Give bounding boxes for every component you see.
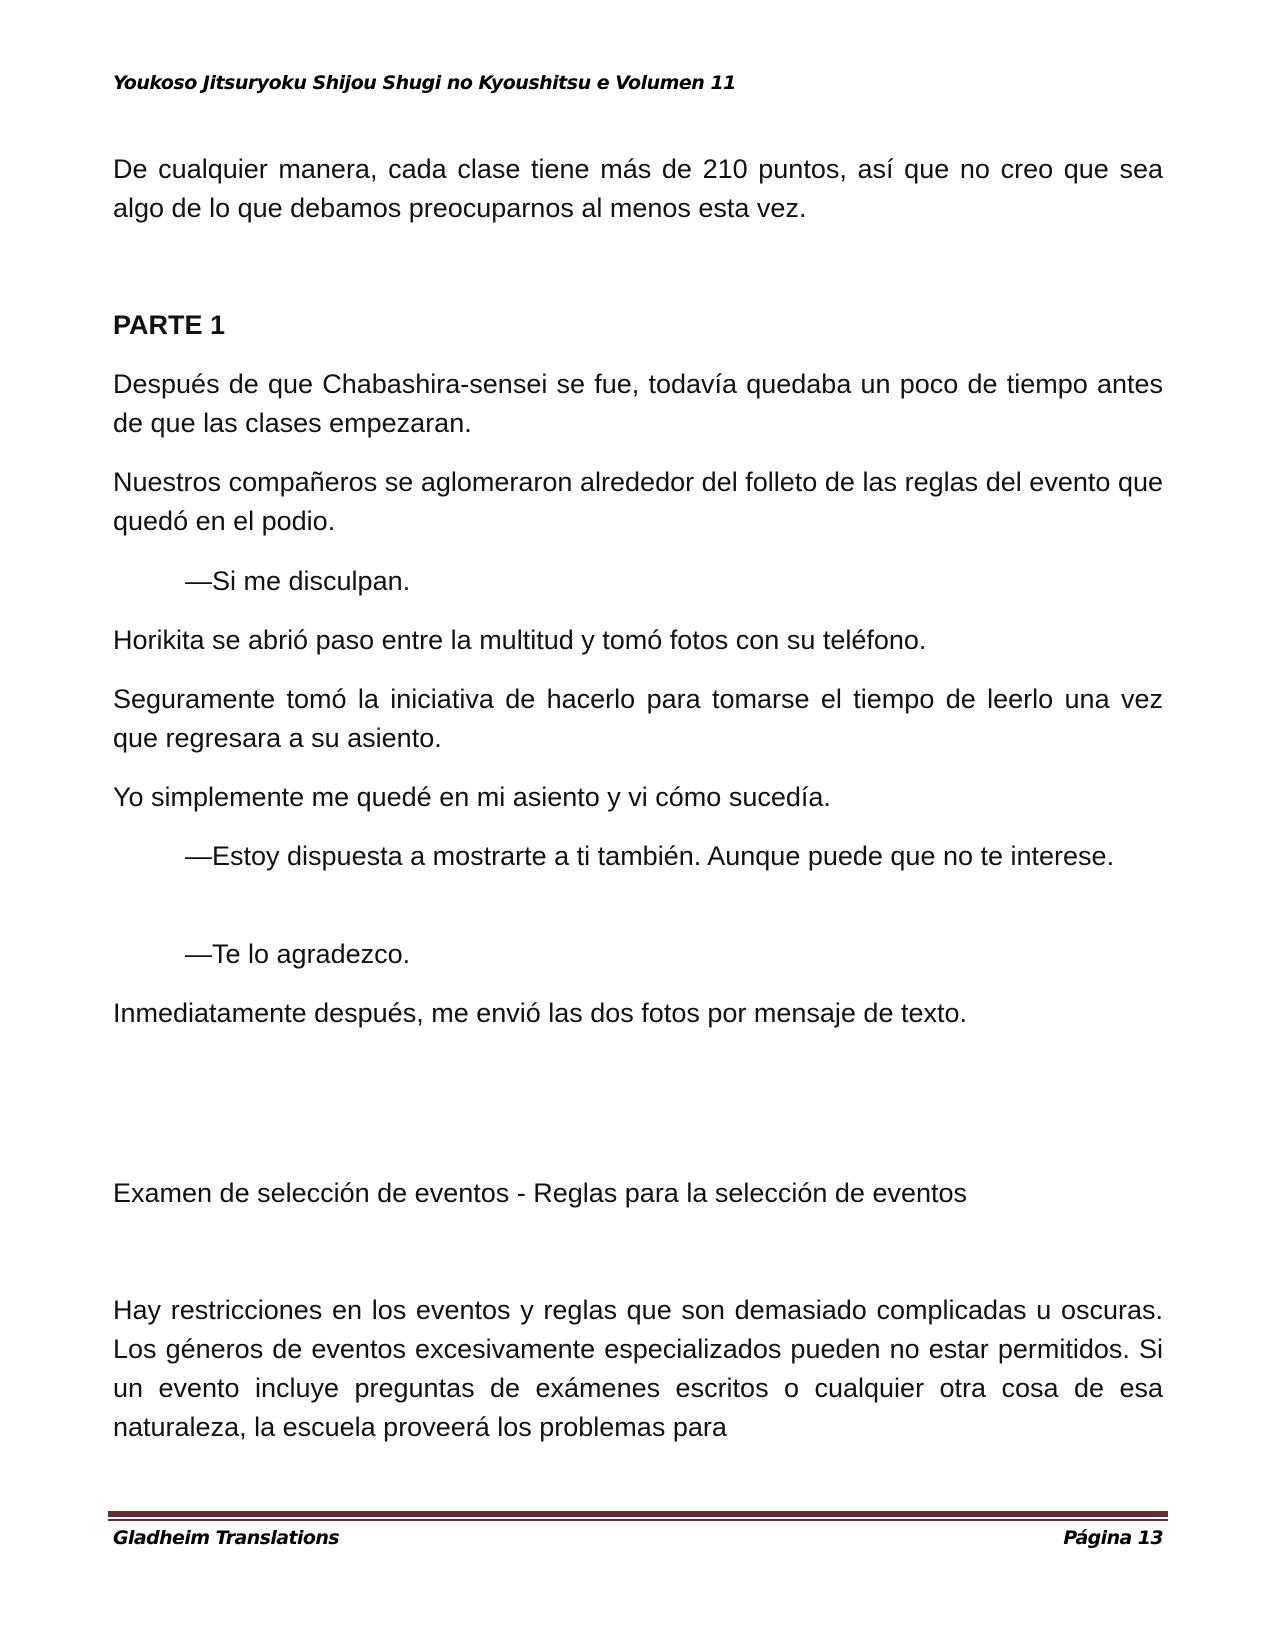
footer-rule <box>108 1511 1168 1517</box>
page-number: Página 13 <box>1063 1527 1163 1549</box>
dialogue-line: —Te lo agradezco. <box>185 939 411 969</box>
rules-title: Examen de selección de eventos - Reglas para la selección de eventos <box>113 1178 968 1208</box>
section-heading: PARTE 1 <box>113 310 226 340</box>
footer-credit: Gladheim Translations <box>113 1527 339 1549</box>
running-header: Youkoso Jitsuryoku Shijou Shugi no Kyoushitsu e Volumen 11 <box>113 72 736 94</box>
paragraph: Nuestros compañeros se aglomeraron alrededor del folleto de las reglas del evento que quedó en el podio. <box>113 467 1163 536</box>
dialogue-line: —Si me disculpan. <box>185 566 411 596</box>
paragraph: Inmediatamente después, me envió las dos fotos por mensaje de texto. <box>113 998 967 1028</box>
dialogue-line: —Estoy dispuesta a mostrarte a ti también. Aunque puede que no te interese. <box>185 841 1115 871</box>
paragraph: Hay restricciones en los eventos y reglas que son demasiado complicadas u oscuras. Los géneros de eventos excesivamente especializados pueden no estar permitidos. Si un evento incluye preguntas de exámenes escritos o cualquier otra cosa de esa naturaleza, la escuela proveerá los problemas para <box>113 1295 1163 1442</box>
footer-rule-thin <box>108 1519 1168 1521</box>
paragraph: Yo simplemente me quedé en mi asiento y vi cómo sucedía. <box>113 782 831 812</box>
paragraph: Horikita se abrió paso entre la multitud y tomó fotos con su teléfono. <box>113 625 927 655</box>
paragraph: Después de que Chabashira-sensei se fue, todavía quedaba un poco de tiempo antes de que las clases empezaran. <box>113 369 1163 438</box>
paragraph: De cualquier manera, cada clase tiene más de 210 puntos, así que no creo que sea algo de lo que debamos preocuparnos al menos esta vez. <box>113 154 1163 223</box>
paragraph: Seguramente tomó la iniciativa de hacerlo para tomarse el tiempo de leerlo una vez que regresara a su asiento. <box>113 684 1163 753</box>
